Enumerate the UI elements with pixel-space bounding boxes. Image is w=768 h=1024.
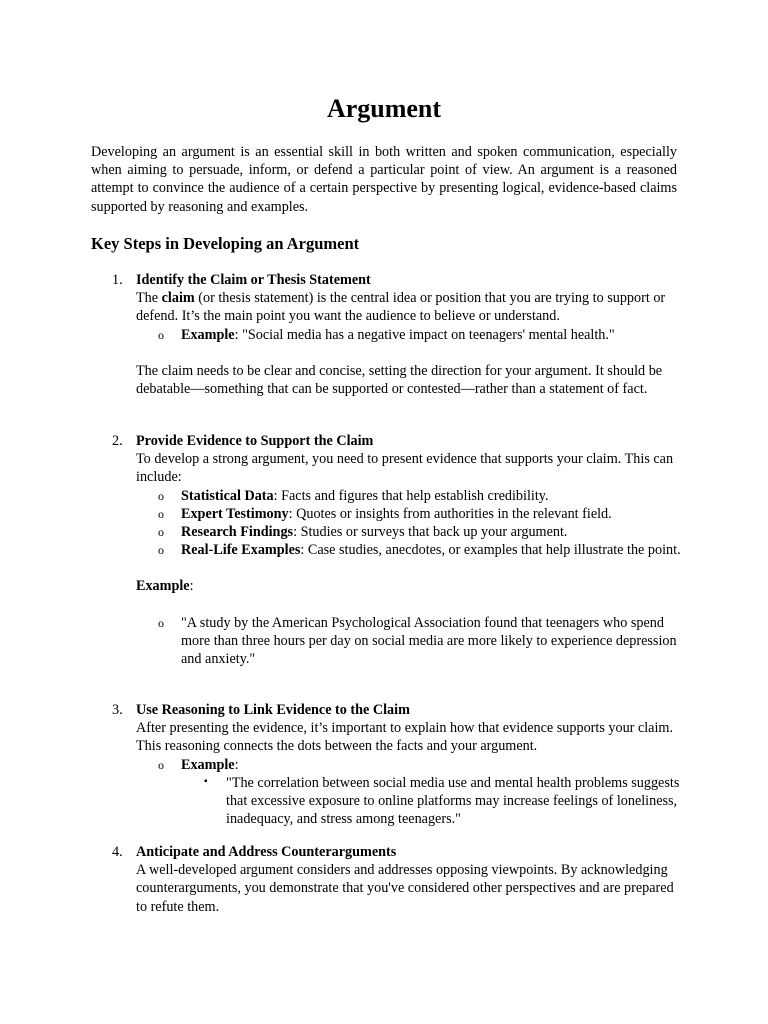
example-label: Example — [136, 578, 190, 595]
step-4 — [112, 843, 684, 916]
list-item — [136, 487, 684, 505]
step-number: 3. — [112, 702, 123, 718]
item-label: Real-Life Examples — [181, 542, 301, 559]
body-text: (or thesis statement) is the central idea or position that you are trying to support or defend. It’s the main point you want the audience to believe or understand. — [136, 290, 666, 325]
step-3 — [112, 701, 684, 828]
example-quote-item — [136, 774, 684, 829]
circle-bullet-icon: o — [158, 543, 164, 558]
item-label: Statistical Data — [181, 487, 274, 504]
example-heading — [136, 577, 684, 595]
circle-bullet-icon: o — [158, 525, 164, 540]
step-title: Identify the Claim or Thesis Statement — [136, 272, 371, 288]
item-text: : Facts and figures that help establish credibility. — [273, 487, 549, 504]
step-title: Anticipate and Address Counterarguments — [136, 844, 397, 860]
body-text: The — [136, 290, 162, 307]
section-heading: Key Steps in Developing an Argument — [91, 234, 360, 253]
circle-bullet-icon: o — [158, 615, 164, 630]
step-2 — [112, 432, 684, 668]
example-quote: "A study by the American Psychological Association found that teenagers who spend more than three hours per day on social media are more likely to experience depression and anxiety." — [181, 614, 677, 668]
list-item — [136, 541, 684, 559]
square-bullet-icon: ▪ — [204, 775, 208, 787]
step-number: 2. — [112, 433, 123, 449]
circle-bullet-icon: o — [158, 757, 164, 772]
item-text: : Case studies, anecdotes, or examples that help illustrate the point. — [300, 542, 681, 559]
step-number: 4. — [112, 844, 123, 860]
step-body: To develop a strong argument, you need to present evidence that supports your claim. This can include: — [136, 451, 674, 486]
example-quote: "The correlation between social media use and mental health problems suggests that excessive exposure to online platforms may increase feelings of loneliness, inadequacy, and stress among teenagers." — [226, 774, 680, 828]
body-bold-term: claim — [161, 290, 195, 307]
circle-bullet-icon: o — [158, 327, 164, 342]
example-text: : "Social media has a negative impact on teenagers' mental health." — [234, 326, 615, 343]
example-colon: : — [189, 578, 194, 595]
example-label: Example — [181, 326, 235, 343]
step-1 — [112, 271, 684, 398]
example-colon: : — [234, 756, 239, 773]
circle-bullet-icon: o — [158, 488, 164, 503]
example-label: Example — [181, 756, 235, 773]
step-body: A well-developed argument considers and addresses opposing viewpoints. By acknowledging counterarguments, you demonstrate that you've considered other perspectives and are prepared to refute them. — [136, 862, 674, 915]
step-title: Use Reasoning to Link Evidence to the Claim — [136, 702, 410, 718]
step-number: 1. — [112, 272, 123, 288]
step-followup: The claim needs to be clear and concise, setting the direction for your argument. It should be debatable—something that can be supported or contested—rather than a statement of fact. — [136, 362, 663, 398]
item-label: Research Findings — [181, 524, 294, 541]
intro-paragraph: Developing an argument is an essential skill in both written and spoken communication, especially when aiming to persuade, inform, or defend a particular point of view. An argument is a reasoned attempt to convince the audience of a certain perspective by presenting logical, evidence-based claims supported by reasoning and examples. — [91, 144, 677, 215]
step-body: After presenting the evidence, it’s important to explain how that evidence supports your claim. This reasoning connects the dots between the facts and your argument. — [136, 720, 674, 755]
list-item — [136, 505, 684, 523]
page-title: Argument — [326, 94, 442, 123]
example-quote-item — [136, 614, 684, 669]
step-body — [136, 289, 684, 325]
example-item — [136, 326, 684, 344]
item-text: : Quotes or insights from authorities in the relevant field. — [288, 505, 612, 522]
item-label: Expert Testimony — [181, 505, 289, 522]
circle-bullet-icon: o — [158, 506, 164, 521]
example-item — [136, 756, 684, 774]
step-title: Provide Evidence to Support the Claim — [136, 433, 374, 449]
item-text: : Studies or surveys that back up your argument. — [293, 524, 568, 541]
list-item — [136, 523, 684, 541]
